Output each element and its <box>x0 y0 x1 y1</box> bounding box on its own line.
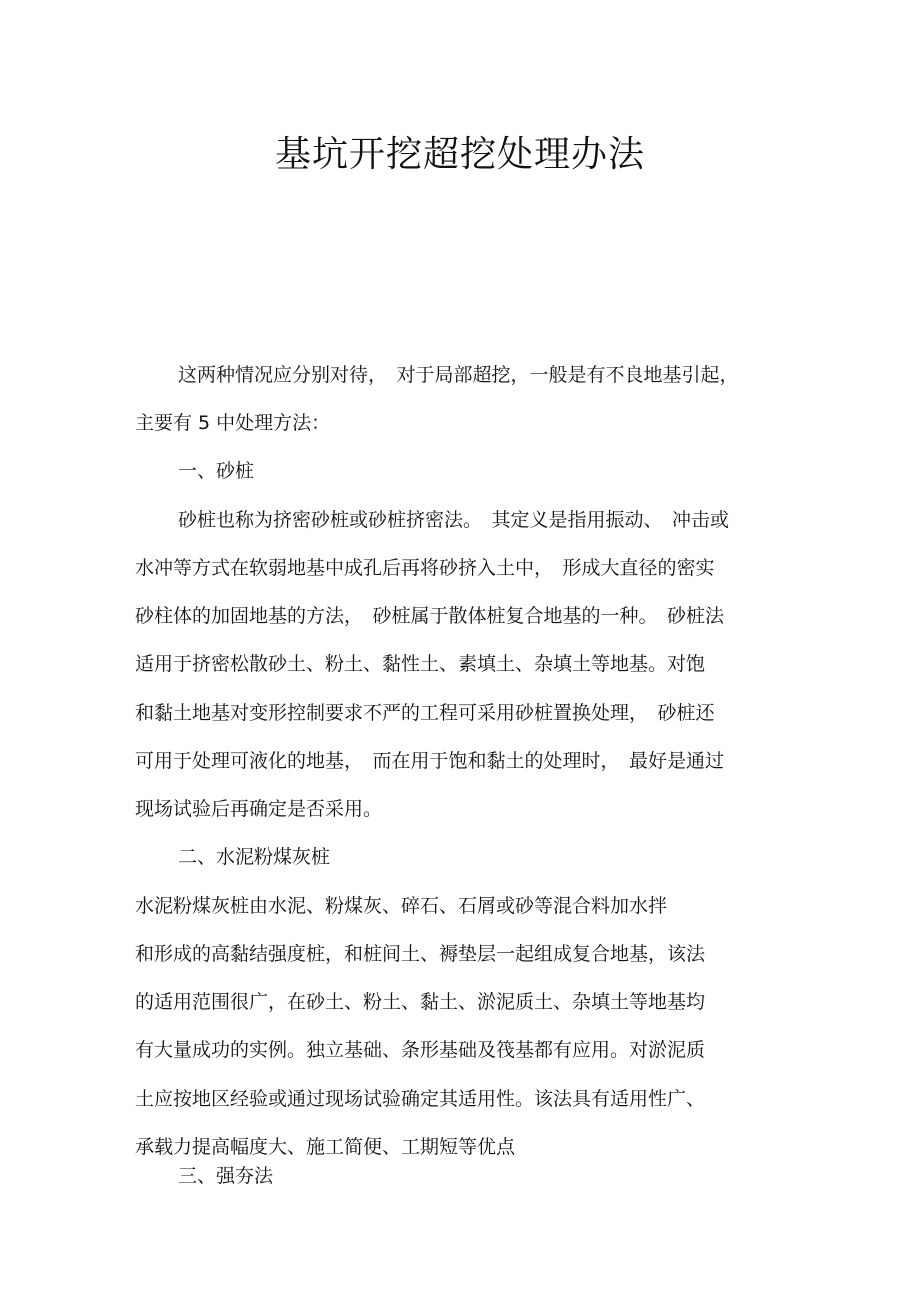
paragraph-line: 土应按地区经验或通过现场试验确定其适用性。该法具有适用性广、 <box>135 1088 706 1110</box>
paragraph-line: 的适用范围很广，在砂土、粉土、黏土、淤泥质土、杂填土等地基均 <box>135 991 706 1013</box>
paragraph-line: 砂柱体的加固地基的方法， 砂桩属于散体桩复合地基的一种。 砂桩法 <box>135 605 725 627</box>
paragraph-line: 水冲等方式在软弱地基中成孔后再将砂挤入土中， 形成大直径的密实 <box>135 557 715 579</box>
paragraph-line: 砂桩也称为挤密砂桩或砂桩挤密法。 其定义是指用振动、 冲击或 <box>178 509 730 531</box>
section-heading: 二、水泥粉煤灰桩 <box>178 846 331 868</box>
paragraph-line: 和黏土地基对变形控制要求不严的工程可采用砂桩置换处理， 砂桩还 <box>135 702 715 724</box>
paragraph-line: 和形成的高黏结强度桩，和桩间土、褥垫层一起组成复合地基，该法 <box>135 943 706 965</box>
section-heading: 一、砂桩 <box>178 460 255 482</box>
paragraph-line: 水泥粉煤灰桩由水泥、粉煤灰、碎石、石屑或砂等混合料加水拌 <box>135 895 668 917</box>
paragraph-line: 承载力提高幅度大、施工简便、工期短等优点 <box>135 1136 516 1158</box>
paragraph-line: 这两种情况应分别对待， 对于局部超挖，一般是有不良地基引起， <box>178 364 739 386</box>
paragraph-line: 现场试验后再确定是否采用。 <box>135 798 383 820</box>
paragraph-line: 有大量成功的实例。独立基础、条形基础及筏基都有应用。对淤泥质 <box>135 1039 706 1061</box>
paragraph-line: 适用于挤密松散砂土、粉土、黏性土、素填土、杂填土等地基。对饱 <box>135 653 706 675</box>
section-heading: 三、强夯法 <box>178 1165 274 1187</box>
paragraph-line: 可用于处理可液化的地基， 而在用于饱和黏土的处理时， 最好是通过 <box>135 750 725 772</box>
document-title: 基坑开挖超挖处理办法 <box>274 134 645 175</box>
paragraph-line: 主要有 5 中处理方法： <box>135 412 331 434</box>
